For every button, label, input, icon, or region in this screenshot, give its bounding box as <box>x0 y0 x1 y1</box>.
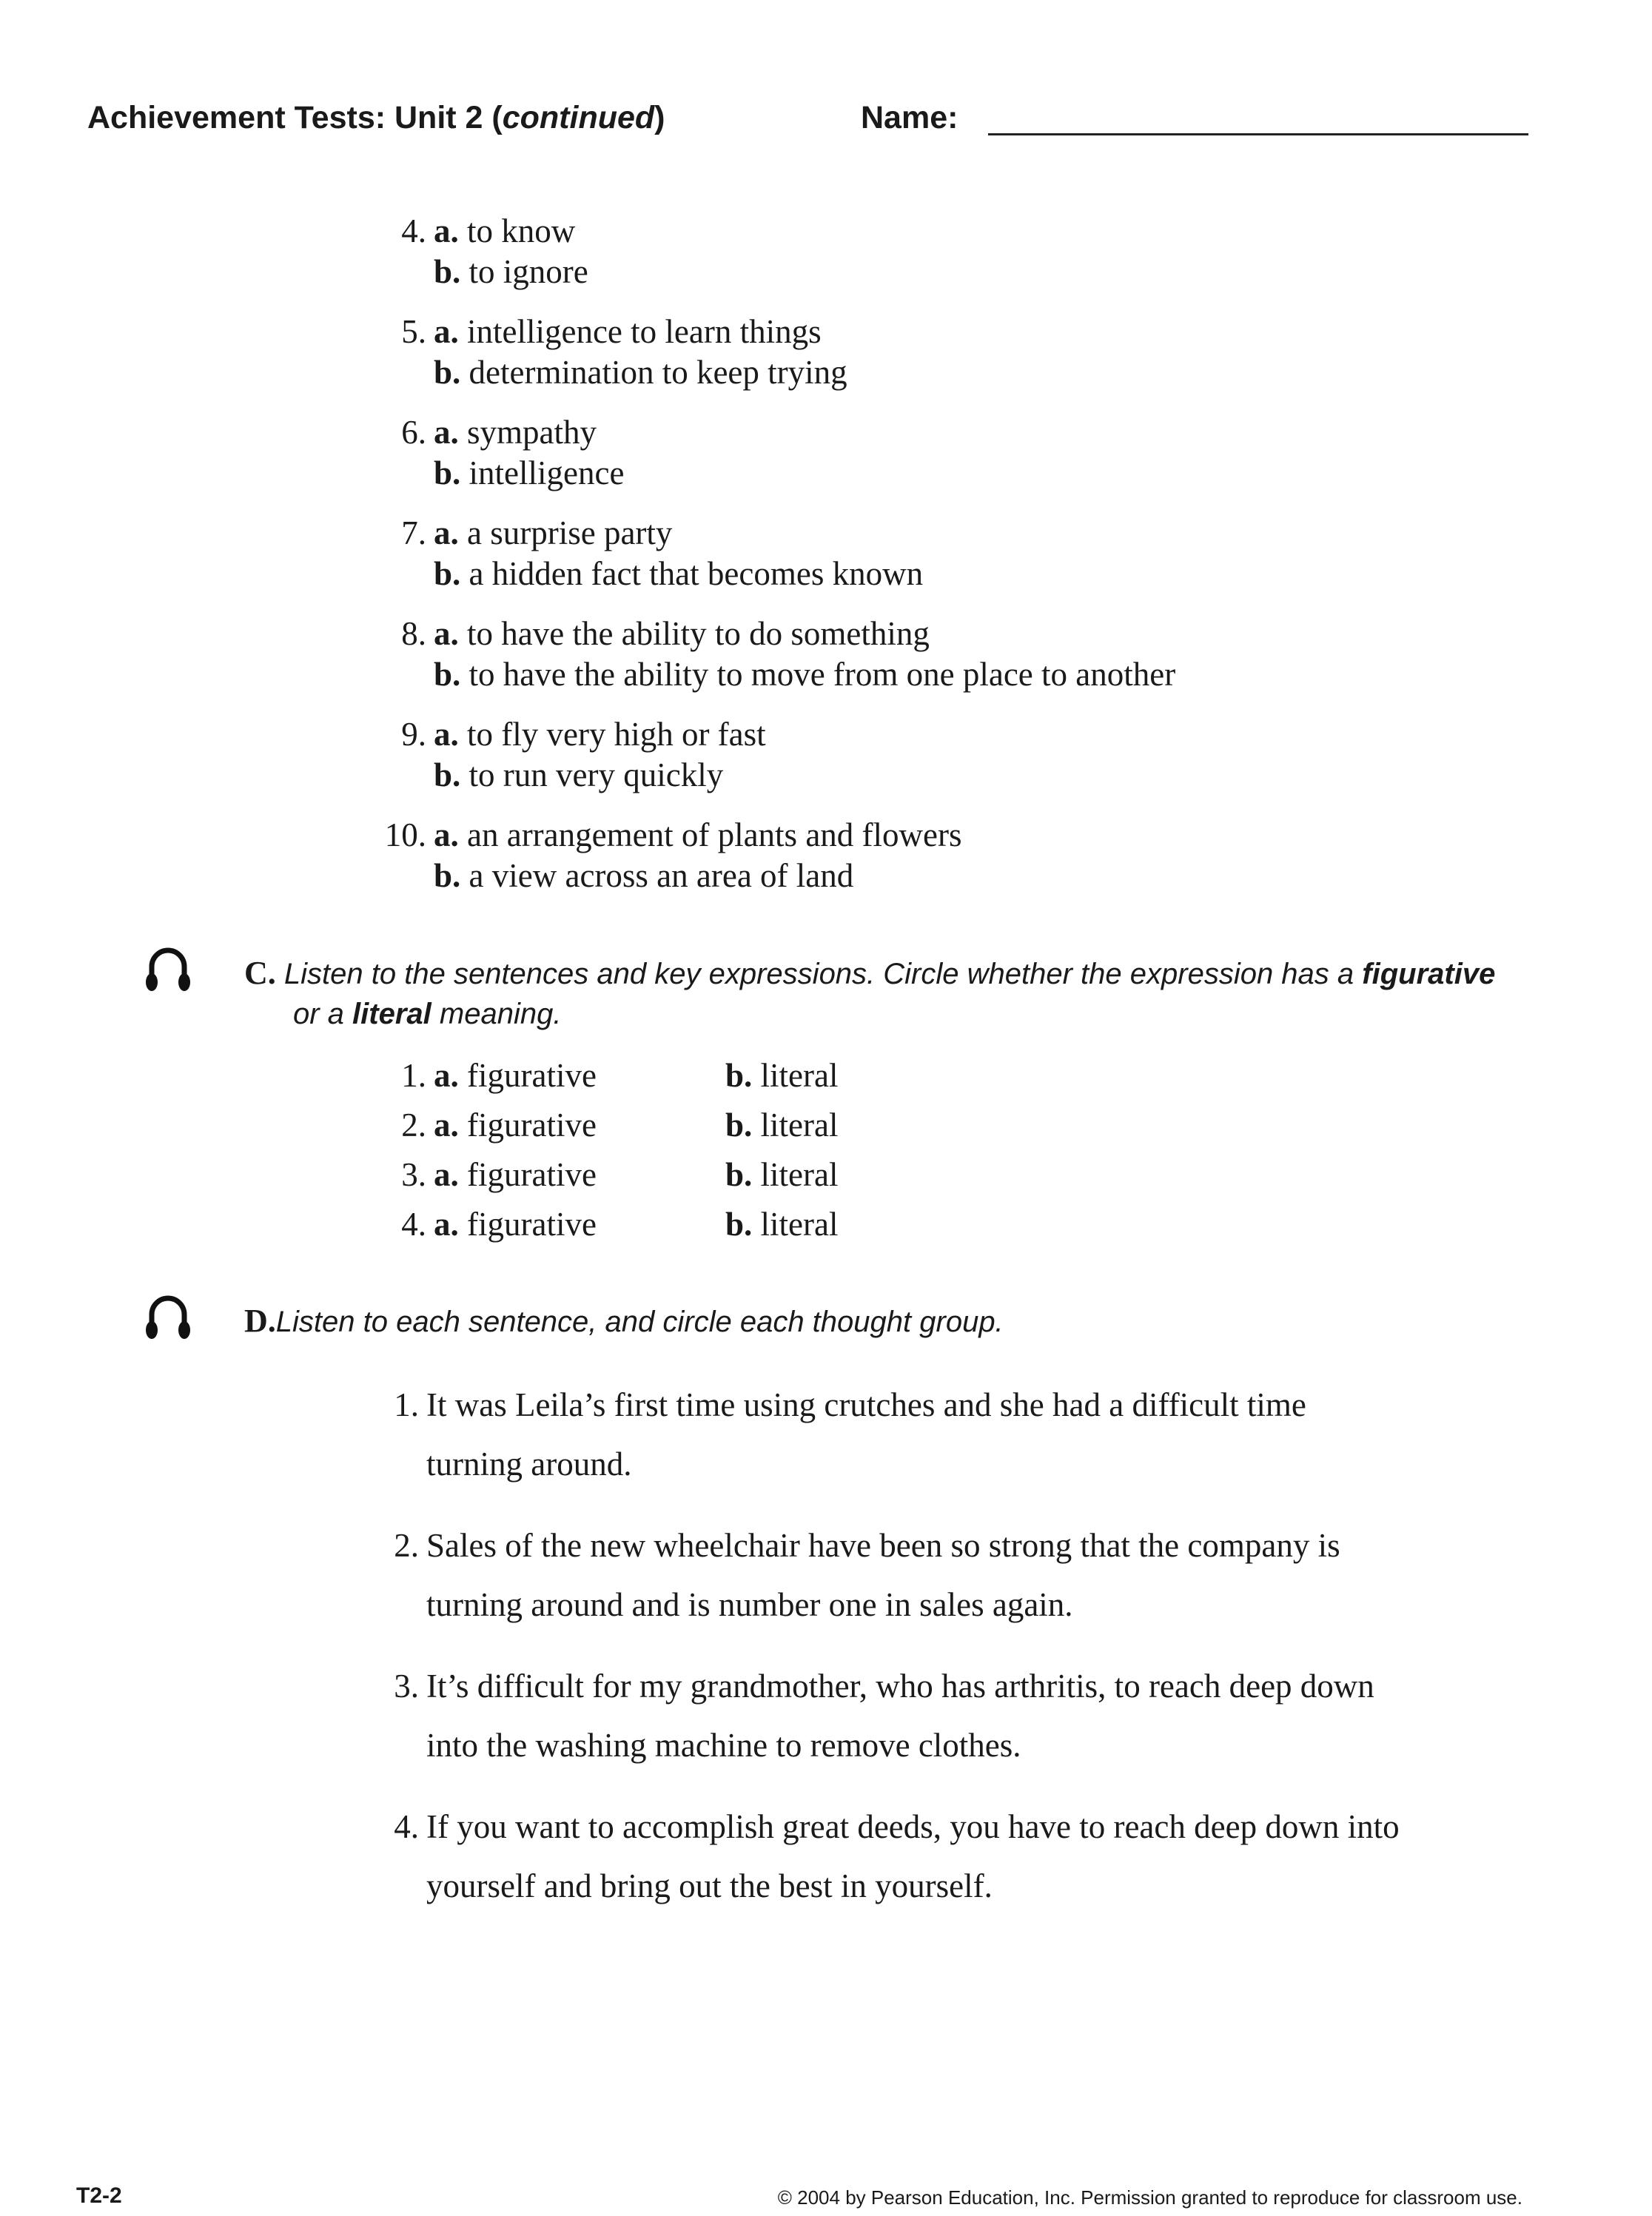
item-number: 2. <box>401 1107 426 1144</box>
list-item <box>363 211 1399 292</box>
headphones-icon <box>145 1289 191 1341</box>
list-item <box>363 412 1399 494</box>
option-b[interactable]: b. literal <box>725 1206 839 1243</box>
item-number: 1. <box>401 1057 426 1094</box>
section-d-list <box>363 1375 1517 1938</box>
sentence-text[interactable]: Sales of the new wheelchair have been so strong that the company is turning around and is number one in sales again. <box>426 1527 1340 1623</box>
option-a[interactable]: a. to know <box>434 212 576 249</box>
list-item <box>363 312 1399 393</box>
list-item <box>363 815 1399 896</box>
sentence-text[interactable]: It was Leila’s first time using crutches and she had a difficult time turning around. <box>426 1386 1306 1483</box>
item-number: 6. <box>401 414 426 451</box>
option-a[interactable]: a. an arrangement of plants and flowers <box>434 816 962 853</box>
list-item <box>363 513 1399 594</box>
item-number: 3. <box>394 1668 419 1705</box>
page-id: T2-2 <box>76 2183 122 2208</box>
option-b[interactable]: b. to ignore <box>434 253 588 290</box>
page-title <box>87 100 665 136</box>
option-a[interactable]: a. figurative <box>434 1156 597 1193</box>
list-item <box>363 1200 1103 1249</box>
list-item <box>363 614 1399 695</box>
headphones-icon <box>145 941 191 993</box>
keyword-figurative: figurative <box>1362 958 1496 990</box>
option-a[interactable]: a. figurative <box>434 1057 597 1094</box>
name-blank-line[interactable] <box>988 133 1528 135</box>
list-item <box>363 1051 1103 1101</box>
title-end: ) <box>654 100 665 135</box>
list-item <box>363 1375 1517 1494</box>
list-item <box>363 1101 1103 1150</box>
option-b[interactable]: b. determination to keep trying <box>434 354 847 391</box>
option-b[interactable]: b. a view across an area of land <box>434 857 854 894</box>
option-a[interactable]: a. to have the ability to do something <box>434 615 930 652</box>
option-b[interactable]: b. intelligence <box>434 454 625 491</box>
section-b-continued-list <box>363 211 1399 916</box>
section-c-letter: C. <box>244 955 276 991</box>
option-a[interactable]: a. a surprise party <box>434 514 673 551</box>
instruction-text-3: meaning. <box>431 998 562 1030</box>
item-number: 3. <box>401 1156 426 1193</box>
list-item <box>363 1150 1103 1200</box>
keyword-literal: literal <box>352 998 432 1030</box>
sentence-text[interactable]: If you want to accomplish great deeds, you have to reach deep down into yourself and bring out the best in yourself. <box>426 1808 1400 1904</box>
list-item <box>363 1797 1517 1916</box>
item-number: 4. <box>394 1808 419 1845</box>
section-d-letter: D. <box>244 1303 276 1339</box>
instruction-text-1: Listen to the sentences and key expressions. Circle whether the expression has a <box>283 958 1363 990</box>
option-a[interactable]: a. sympathy <box>434 414 597 451</box>
list-item <box>363 714 1399 796</box>
option-a[interactable]: a. figurative <box>434 1107 597 1144</box>
option-a[interactable]: a. to fly very high or fast <box>434 716 766 753</box>
title-main: Achievement Tests: Unit 2 ( <box>87 100 503 135</box>
item-number: 9. <box>401 716 426 753</box>
sentence-text[interactable]: It’s difficult for my grandmother, who has arthritis, to reach deep down into the washing machine to remove clothes. <box>426 1668 1374 1764</box>
instruction-text-2: or a <box>293 998 353 1030</box>
copyright-notice: © 2004 by Pearson Education, Inc. Permission granted to reproduce for classroom use. <box>777 2186 1522 2209</box>
title-italic: continued <box>502 100 655 135</box>
list-item <box>363 1656 1517 1775</box>
item-number: 4. <box>401 212 426 249</box>
item-number: 5. <box>401 313 426 350</box>
section-c-instructions <box>244 953 1562 1034</box>
option-b[interactable]: b. a hidden fact that becomes known <box>434 555 924 592</box>
option-b[interactable]: b. literal <box>725 1107 839 1144</box>
item-number: 7. <box>401 514 426 551</box>
option-a[interactable]: a. figurative <box>434 1206 597 1243</box>
item-number: 8. <box>401 615 426 652</box>
section-d-instructions <box>244 1301 1562 1342</box>
section-c-list <box>363 1051 1103 1249</box>
option-b[interactable]: b. literal <box>725 1156 839 1193</box>
item-number: 1. <box>394 1386 419 1423</box>
item-number: 10. <box>384 816 426 853</box>
option-a[interactable]: a. intelligence to learn things <box>434 313 822 350</box>
instruction-text: Listen to each sentence, and circle each thought group. <box>275 1306 1004 1338</box>
item-number: 4. <box>401 1206 426 1243</box>
option-b[interactable]: b. to have the ability to move from one place to another <box>434 656 1176 693</box>
option-b[interactable]: b. to run very quickly <box>434 756 724 793</box>
item-number: 2. <box>394 1527 419 1564</box>
list-item <box>363 1516 1517 1634</box>
name-label: Name: <box>861 100 958 135</box>
option-b[interactable]: b. literal <box>725 1057 839 1094</box>
